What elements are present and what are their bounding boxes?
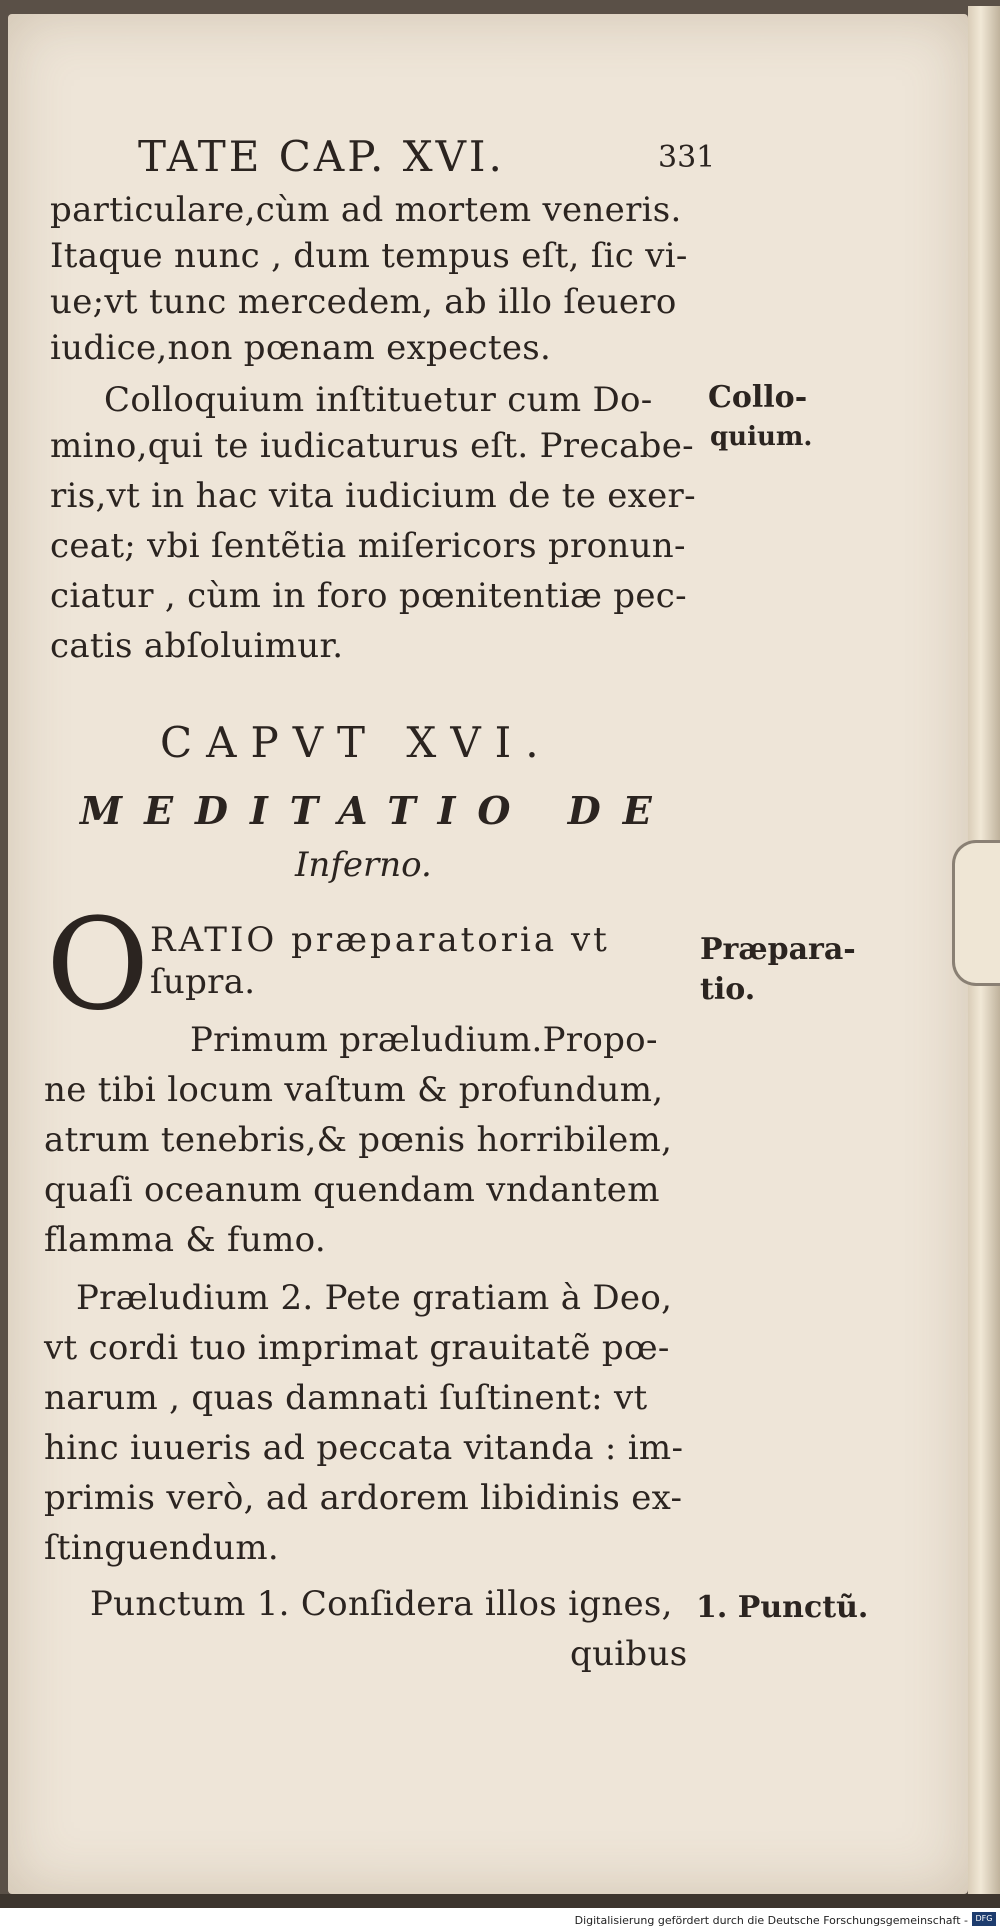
text-line: Primum præludium.Propo- xyxy=(190,1020,658,1060)
text-line: ue;vt tunc mercedem, ab illo ſeuero xyxy=(50,282,677,322)
text-line: vt cordi tuo imprimat grauitatẽ pœ- xyxy=(44,1328,670,1368)
text-line: ſupra. xyxy=(150,962,256,1002)
text-line: Itaque nunc , dum tempus eſt, ſic vi- xyxy=(50,236,688,276)
margin-note-colloquium: quium. xyxy=(710,422,813,452)
text-line: catis abſoluimur. xyxy=(50,626,344,666)
footer-text: Digitalisierung gefördert durch die Deutsche Forschungsgemeinschaft - xyxy=(574,1914,968,1927)
drop-cap: O xyxy=(46,891,150,1038)
text-line: quaſi oceanum quendam vndantem xyxy=(44,1170,660,1210)
page-number: 331 xyxy=(658,140,716,175)
catchword: quibus xyxy=(570,1634,688,1674)
chapter-title: CAPVT XVI. xyxy=(160,718,553,767)
text-line: ceat; vbi ſentẽtia miſericors pronun- xyxy=(50,526,686,566)
digitization-footer xyxy=(0,1908,1000,1931)
text-line: particulare,cùm ad mortem veneris. xyxy=(50,190,682,230)
text-line: ris,vt in hac vita iudicium de te exer- xyxy=(50,476,696,516)
text-line: Punctum 1. Conſidera illos ignes, xyxy=(90,1584,673,1624)
text-line: narum , quas damnati ſuſtinent: vt xyxy=(44,1378,648,1418)
meditation-subtitle: Inferno. xyxy=(295,845,432,885)
text-line: RATIO præparatoria vt xyxy=(150,920,610,960)
text-line: Colloquium inſtituetur cum Do- xyxy=(104,380,653,420)
text-line: ſtinguendum. xyxy=(44,1528,280,1568)
meditation-title: MEDITATIO DE xyxy=(80,788,674,833)
text-line: ciatur , cùm in foro pœnitentiæ pec- xyxy=(50,576,687,616)
scan-bottom-edge xyxy=(0,1894,1000,1908)
text-line: primis verò, ad ardorem libidinis ex- xyxy=(44,1478,683,1518)
dfg-logo-icon: DFG xyxy=(972,1912,996,1926)
margin-note-praeparatio: tio. xyxy=(700,972,756,1007)
text-line: hinc iuueris ad peccata vitanda : im- xyxy=(44,1428,684,1468)
margin-note-punctum: 1. Punctũ. xyxy=(696,1590,869,1625)
text-line: atrum tenebris,& pœnis horribilem, xyxy=(44,1120,673,1160)
page-clip xyxy=(952,840,1000,986)
text-line: mino,qui te iudicaturus eſt. Precabe- xyxy=(50,426,694,466)
margin-note-colloquium: Collo- xyxy=(708,380,808,415)
text-line: Præludium 2. Pete gratiam à Deo, xyxy=(76,1278,673,1318)
running-head: TATE CAP. XVI. xyxy=(138,132,505,181)
text-line: flamma & fumo. xyxy=(44,1220,326,1260)
margin-note-praeparatio: Præpara- xyxy=(700,932,856,967)
text-line: ne tibi locum vaſtum & profundum, xyxy=(44,1070,664,1110)
text-line: iudice,non pœnam expectes. xyxy=(50,328,552,368)
